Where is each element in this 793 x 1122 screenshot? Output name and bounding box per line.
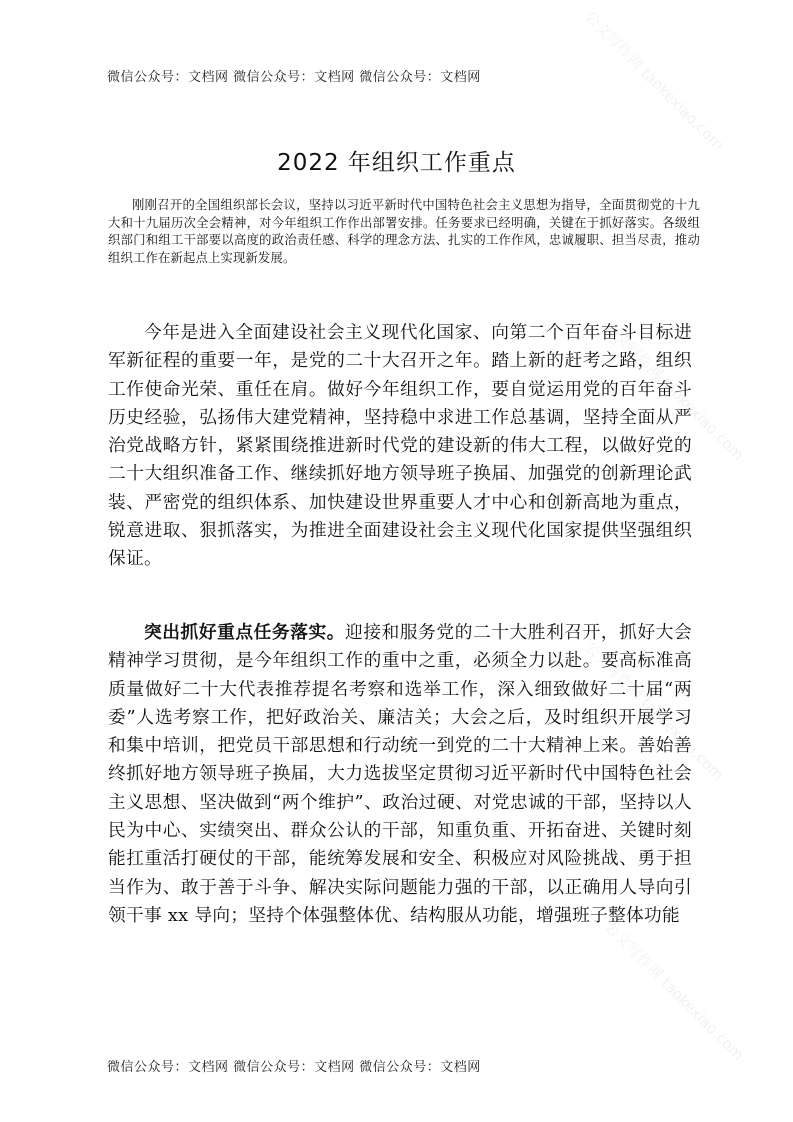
paragraph-lead-heading: 突出抓好重点任务落实。 (144, 623, 346, 643)
document-title: 2022 年组织工作重点 (277, 150, 516, 176)
watermark: 公文写作网 taokexiao.com (600, 317, 748, 465)
body-paragraph-2 (108, 619, 692, 930)
watermark: 公文写作网 taokexiao.com (580, 7, 728, 155)
watermark: 公文写作网 taokexiao.com (600, 917, 748, 1065)
abstract-paragraph: 刚刚召开的全国组织部长会议，坚持以习近平新时代中国特色社会主义思想为指导，全面贯彻党的十九大和十九届历次全会精神，对今年组织工作作出部署安排。任务要求已经明确，关键在于抓好落实。各级组织部门和组工干部要以高度的政治责任感、科学的理念方法、扎实的工作作风，忠诚履职、担当尽责，推动组织工作在新起点上实现新发展。 (108, 198, 700, 265)
body-paragraph-1: 今年是进入全面建设社会主义现代化国家、向第二个百年奋斗目标进军新征程的重要一年，是党的二十大召开之年。踏上新的赶考之路，组织工作使命光荣、重任在肩。做好今年组织工作，要自觉运用党的百年奋斗历史经验，弘扬伟大建党精神，坚持稳中求进工作总基调，坚持全面从严治党战略方针，紧紧围绕推进新时代党的建设新的伟大工程，以做好党的二十大组织准备工作、继续抓好地方领导班子换届、加强党的创新理论武装、严密党的组织体系、加快建设世界重要人才中心和创新高地为重点，锐意进取、狠抓落实，为推进全面建设社会主义现代化国家提供坚强组织保证。 (108, 323, 692, 570)
page-header: 微信公众号：文档网 微信公众号：文档网 微信公众号：文档网 (107, 70, 481, 85)
paragraph-body-text: 迎接和服务党的二十大胜利召开，抓好大会精神学习贯彻，是今年组织工作的重中之重，必须全力以赴。要高标准高质量做好二十大代表推荐提名考察和选举工作，深入细致做好二十届“两委”人选考察工作，把好政治关、廉洁关；大会之后，及时组织开展学习和集中培训，把党员干部思想和行动统一到党的二十大精神上来。善始善终抓好地方领导班子换届，大力选拔坚定贯彻习近平新时代中国特色社会主义思想、坚决做到“两个维护”、政治过硬、对党忠诚的干部，坚持以人民为中心、实绩突出、群众公认的干部，知重负重、开拓奋进、关键时刻能扛重活打硬仗的干部，能统筹发展和安全、积极应对风险挑战、勇于担当作为、敢于善于斗争、解决实际问题能力强的干部，以正确用人导向引领干事 xx 导向；坚持个体强整体优、结构服从功能，增强班子整体功能 (108, 623, 692, 926)
watermark: 公文写作网 taokexiao.com (580, 637, 728, 785)
page-footer: 微信公众号：文档网 微信公众号：文档网 微信公众号：文档网 (107, 1060, 481, 1075)
